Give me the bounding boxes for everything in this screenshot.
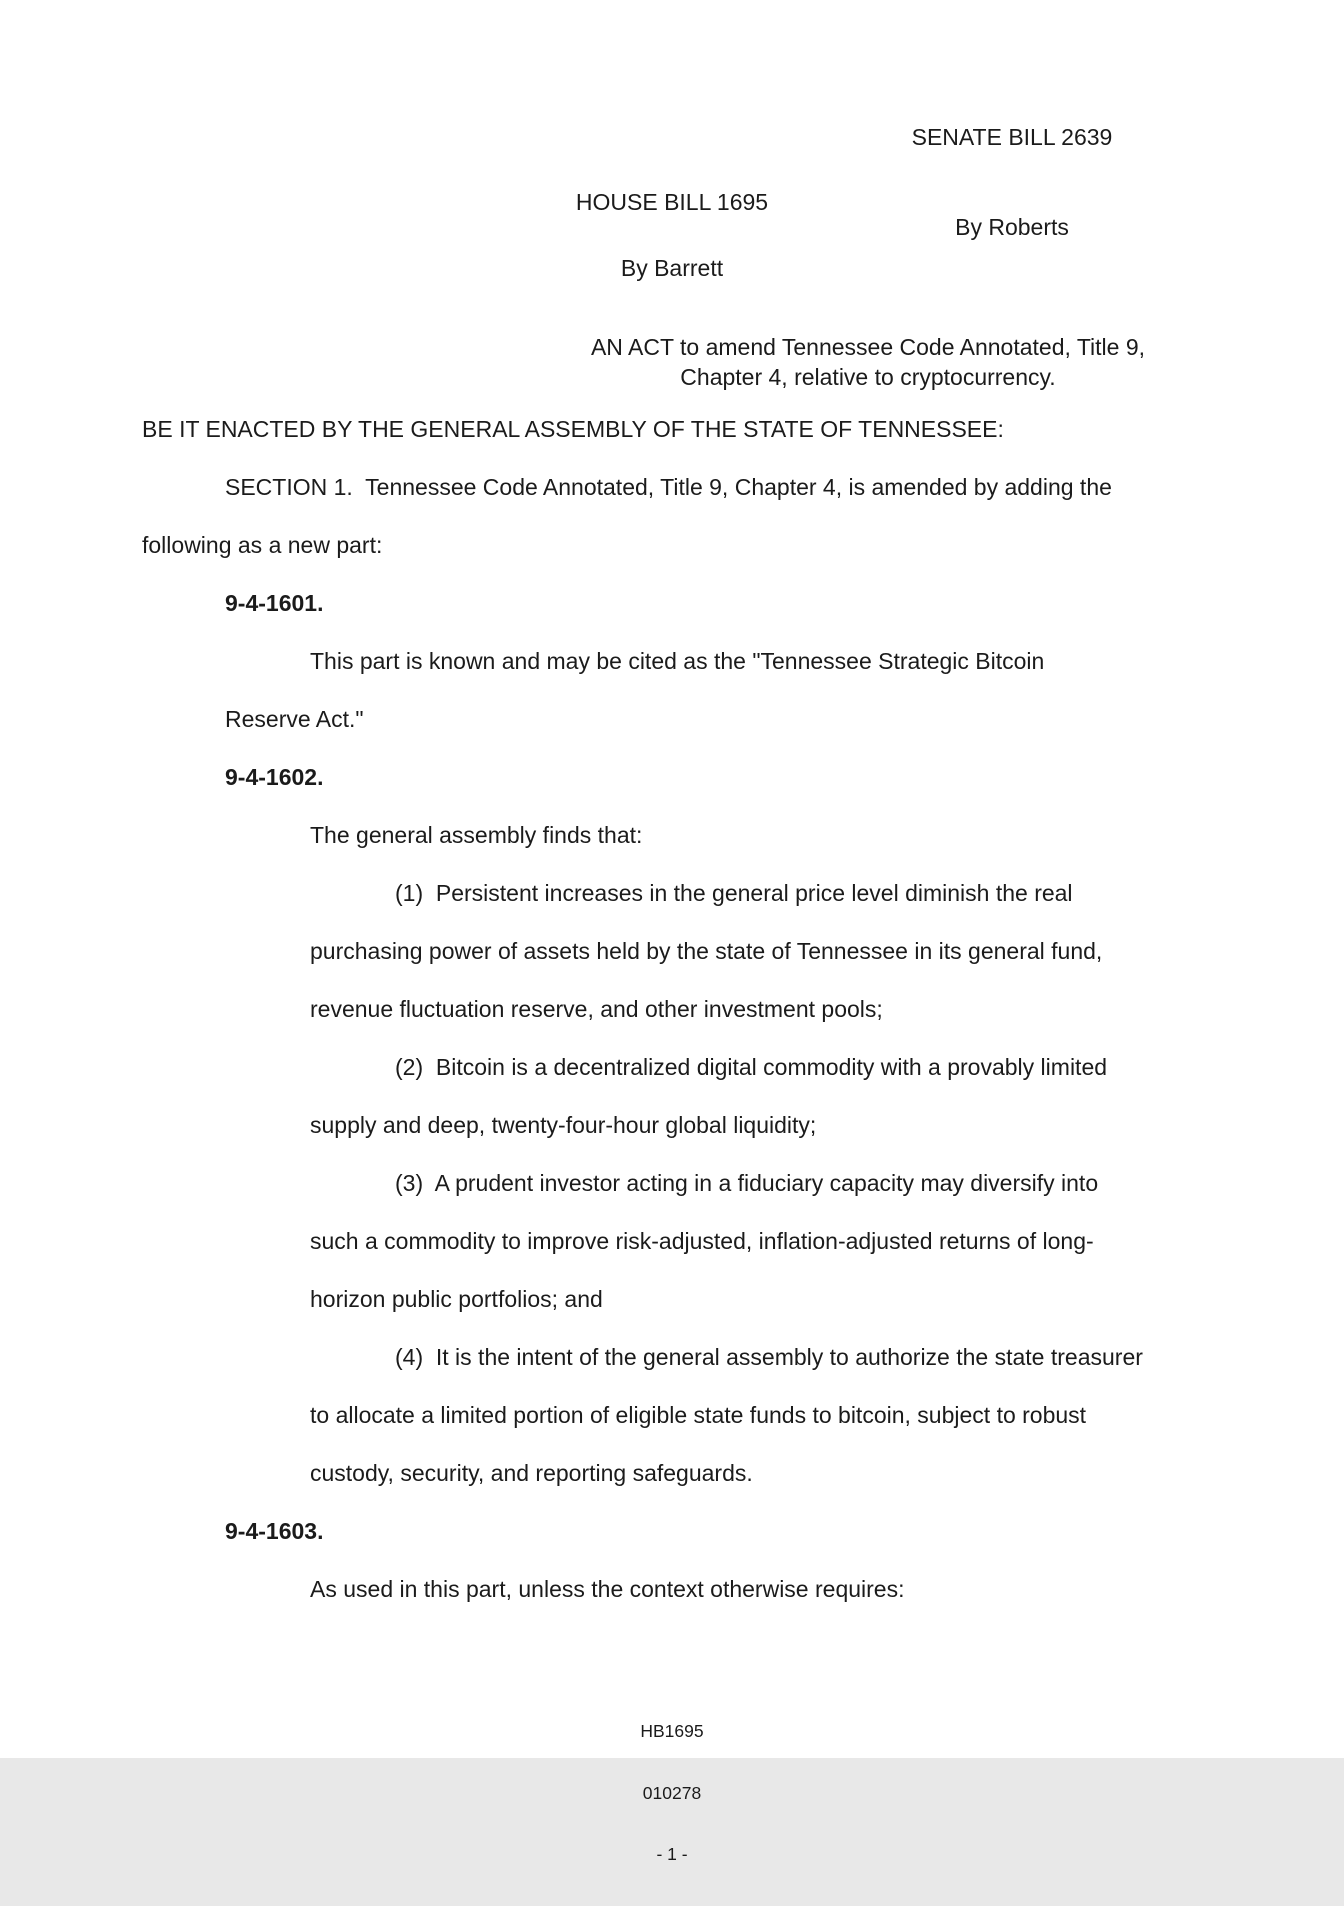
body-line: purchasing power of assets held by the state of Tennessee in its general fund,	[310, 938, 1103, 964]
body-line: (2) Bitcoin is a decentralized digital commodity with a provably limited	[395, 1054, 1108, 1080]
body-line: The general assembly finds that:	[310, 822, 643, 848]
body-line: custody, security, and reporting safeguards.	[310, 1460, 753, 1486]
senate-bill-number: SENATE BILL 2639	[911, 124, 1113, 150]
body-line: Reserve Act."	[225, 706, 364, 732]
house-bill-sponsor: By Barrett	[620, 255, 724, 281]
body-line: supply and deep, twenty-four-hour global liquidity;	[310, 1112, 817, 1138]
act-caption-line-1: AN ACT to amend Tennessee Code Annotated, Title 9,	[590, 334, 1146, 360]
body-line: SECTION 1. Tennessee Code Annotated, Title 9, Chapter 4, is amended by adding the	[225, 474, 1112, 500]
body-line: (4) It is the intent of the general assembly to authorize the state treasurer	[395, 1344, 1143, 1370]
page-footer	[0, 1680, 1344, 1906]
body-line: (3) A prudent investor acting in a fiduciary capacity may diversify into	[395, 1170, 1099, 1196]
body-line: revenue fluctuation reserve, and other investment pools;	[310, 996, 883, 1022]
body-line: horizon public portfolios; and	[310, 1286, 603, 1312]
senate-bill-sponsor: By Roberts	[955, 214, 1069, 240]
section-heading: 9-4-1602.	[225, 764, 324, 790]
footer-bill-number: HB1695	[640, 1721, 704, 1741]
footer-page-number: - 1 -	[656, 1844, 688, 1864]
act-caption	[480, 332, 1256, 392]
body-line: This part is known and may be cited as the "Tennessee Strategic Bitcoin	[310, 648, 1045, 674]
footer-document-number: 010278	[642, 1782, 702, 1803]
body-line: BE IT ENACTED BY THE GENERAL ASSEMBLY OF THE STATE OF TENNESSEE:	[142, 416, 1004, 442]
body-line: following as a new part:	[142, 532, 383, 558]
bill-body-text	[142, 400, 1222, 1618]
body-line: to allocate a limited portion of eligible state funds to bitcoin, subject to robust	[310, 1402, 1087, 1428]
act-caption-line-2: Chapter 4, relative to cryptocurrency.	[680, 364, 1056, 390]
body-line: As used in this part, unless the context otherwise requires:	[310, 1576, 905, 1602]
section-heading: 9-4-1601.	[225, 590, 324, 616]
house-bill-title: HOUSE BILL 1695	[575, 189, 769, 215]
section-heading: 9-4-1603.	[225, 1518, 324, 1544]
body-line: such a commodity to improve risk-adjusted, inflation-adjusted returns of long-	[310, 1228, 1094, 1254]
body-line: (1) Persistent increases in the general price level diminish the real	[395, 880, 1073, 906]
